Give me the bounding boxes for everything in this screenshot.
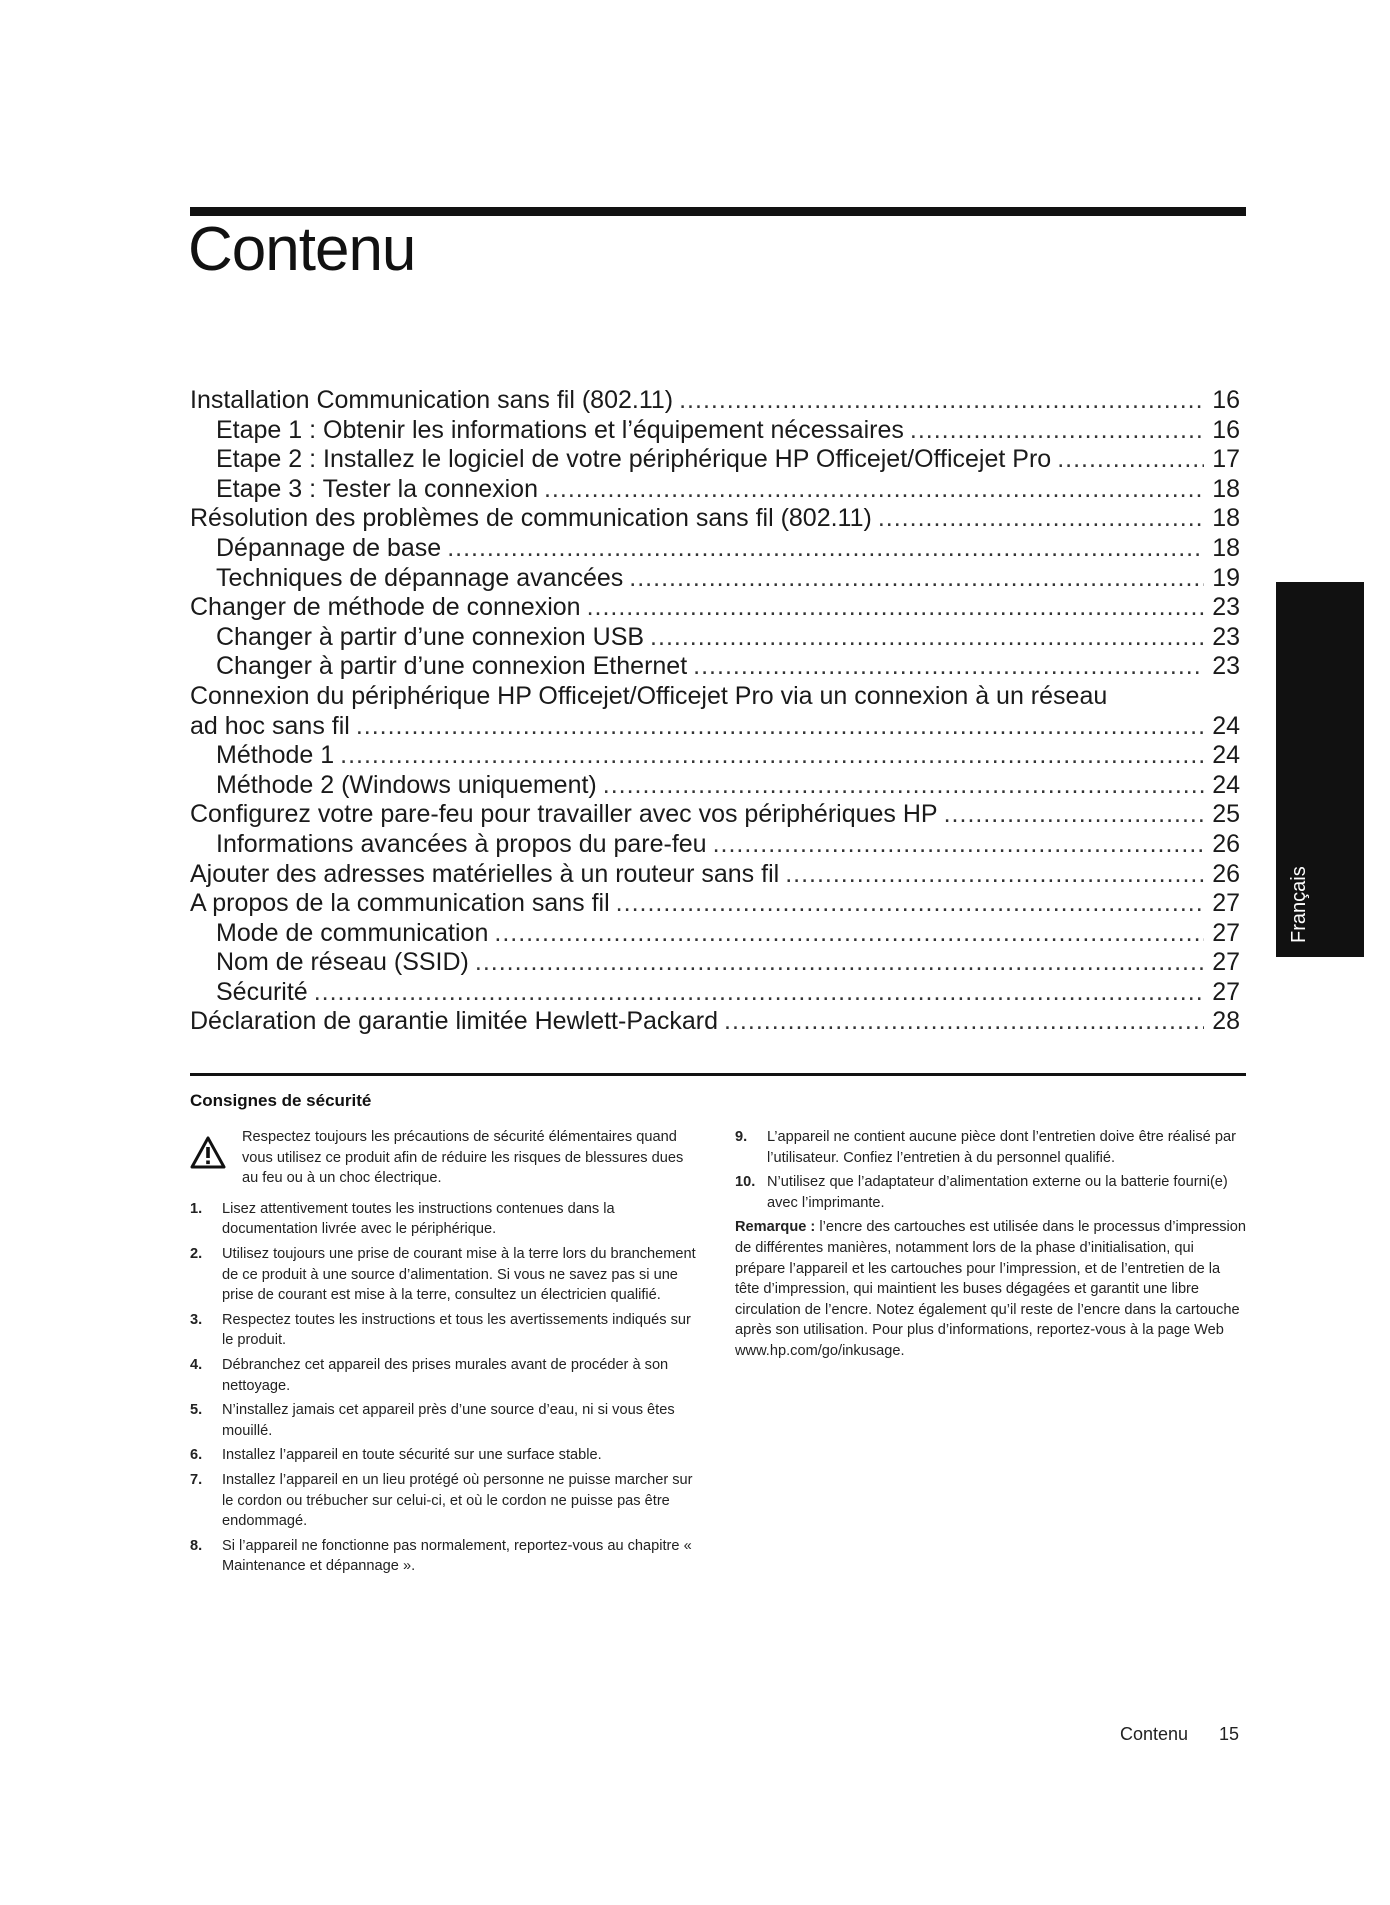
toc-entry-label: Techniques de dépannage avancées: [216, 563, 624, 592]
safety-list-item: [190, 1310, 696, 1351]
list-item-text: Respectez toutes les instructions et tous les avertissements indiqués sur le produit.: [222, 1311, 691, 1349]
toc-entry-page: 24: [1212, 741, 1240, 770]
list-item-text: Si l’appareil ne fonctionne pas normalement, reportez-vous au chapitre « Maintenance et dépannage ».: [222, 1537, 692, 1575]
toc-entry[interactable]: [190, 623, 1240, 653]
toc-entry-label: Installation Communication sans fil (802.11): [190, 386, 674, 414]
toc-leader-dots: [544, 475, 1204, 505]
toc-entry[interactable]: [190, 593, 1240, 623]
toc-entry-page: 18: [1212, 474, 1240, 503]
toc-entry-label: Résolution des problèmes de communication sans fil (802.11): [190, 504, 872, 533]
warning-icon: [190, 1133, 226, 1173]
safety-list-item: [190, 1355, 696, 1396]
toc-entry-label: Etape 2 : Installez le logiciel de votre périphérique HP Officejet/Officejet Pro: [216, 445, 1052, 474]
toc-entry-page: 26: [1212, 859, 1240, 888]
toc-entry-page: 18: [1212, 504, 1240, 533]
list-item-number: 10.: [735, 1174, 756, 1191]
note-text: l’encre des cartouches est utilisée dans le processus d’impression de différentes manières, notamment lors de la phase d’initialisation, qui prépare l’appareil et les cartouches pour l’impression, et de l’entretien de la tête d’impression, qui maintient les buses dégagées et garantit une libre circulation de l’encre. Notez également qu’il reste de l’encre dans la cartouche après son utilisation. Pour plus d’informations, reportez-vous à la page Web www.hp.com/go/inkusage.: [735, 1219, 1247, 1359]
list-item-number: 1.: [190, 1200, 203, 1217]
toc-entry-label: Sécurité: [216, 977, 308, 1006]
list-item-text: Utilisez toujours une prise de courant mise à la terre lors du branchement de ce produit à une source d’alimentation. Si vous ne savez pas si une prise de courant est mise à la terre, consultez un électricien qualifié.: [222, 1245, 696, 1304]
safety-list-item: [190, 1199, 696, 1240]
toc-leader-dots: [629, 564, 1204, 594]
toc-entry-page: 27: [1212, 977, 1240, 1006]
toc-leader-dots: [1057, 445, 1204, 475]
toc-leader-dots: [679, 386, 1204, 416]
page-title: Contenu: [188, 215, 416, 284]
toc-entry[interactable]: [190, 652, 1240, 682]
toc-leader-dots: [944, 800, 1204, 830]
page-number: 15: [1219, 1724, 1240, 1744]
toc-leader-dots: [693, 652, 1204, 682]
list-item-number: 2.: [190, 1245, 203, 1262]
toc-entry[interactable]: [190, 534, 1240, 564]
toc-entry[interactable]: [190, 889, 1240, 919]
safety-list-item: [735, 1127, 1247, 1168]
toc-entry[interactable]: [190, 771, 1240, 801]
toc-entry-label: Déclaration de garantie limitée Hewlett-Packard: [190, 1007, 719, 1036]
toc-entry-label: Méthode 2 (Windows uniquement): [216, 770, 597, 799]
section-divider: [190, 1073, 1246, 1076]
list-item-number: 8.: [190, 1537, 203, 1554]
toc-entry-page: 25: [1212, 800, 1240, 829]
toc-entry-label: Changer à partir d’une connexion USB: [216, 622, 645, 651]
toc-entry[interactable]: [190, 504, 1240, 534]
toc-entry-label: Connexion du périphérique HP Officejet/Officejet Pro via un connexion à un réseau: [190, 681, 1108, 710]
toc-entry-page: 16: [1212, 415, 1240, 444]
toc-entry-label: Nom de réseau (SSID): [216, 948, 469, 977]
toc-entry-page: 17: [1212, 445, 1240, 474]
toc-entry-label: Changer à partir d’une connexion Ethernet: [216, 652, 688, 681]
safety-list-item: [190, 1536, 696, 1577]
toc-leader-dots: [603, 771, 1204, 801]
list-item-text: L’appareil ne contient aucune pièce dont l’entretien doive être réalisé par l’utilisateur. Confiez l’entretien à du personnel qualifié.: [767, 1129, 1236, 1166]
list-item-text: N’utilisez que l’adaptateur d’alimentation externe ou la batterie fourni(e) avec l’imprimante.: [767, 1174, 1228, 1211]
toc-leader-dots: [785, 860, 1204, 890]
toc-entry[interactable]: [190, 948, 1240, 978]
toc-entry-page: 27: [1212, 948, 1240, 977]
toc-leader-dots: [314, 978, 1204, 1008]
toc-leader-dots: [910, 416, 1204, 446]
toc-entry-page: 19: [1212, 563, 1240, 592]
table-of-contents: [190, 386, 1240, 1037]
toc-leader-dots: [475, 948, 1204, 978]
toc-entry-label: Dépannage de base: [216, 533, 442, 562]
list-item-text: N’installez jamais cet appareil près d’une source d’eau, ni si vous êtes mouillé.: [222, 1402, 675, 1439]
toc-entry-label: Etape 3 : Tester la connexion: [216, 474, 538, 503]
toc-entry[interactable]: [190, 386, 1240, 416]
toc-entry-label: Informations avancées à propos du pare-feu: [216, 829, 707, 858]
safety-warning-text: Respectez toujours les précautions de sécurité élémentaires quand vous utilisez ce produit afin de réduire les risques de blessures dues au feu ou à un choc électrique.: [242, 1129, 684, 1187]
toc-entry[interactable]: [190, 1007, 1240, 1037]
toc-leader-dots: [616, 889, 1204, 919]
toc-entry-label: A propos de la communication sans fil: [190, 889, 610, 918]
toc-entry-page: 28: [1212, 1007, 1240, 1036]
list-item-number: 4.: [190, 1356, 203, 1373]
list-item-number: 3.: [190, 1311, 203, 1328]
toc-leader-dots: [587, 593, 1204, 623]
list-item-number: 7.: [190, 1471, 203, 1488]
toc-entry-label: Mode de communication: [216, 918, 489, 947]
toc-entry-page: 24: [1212, 770, 1240, 799]
safety-column-left: [190, 1127, 696, 1581]
toc-leader-dots: [878, 504, 1204, 534]
toc-entry-page: 27: [1212, 918, 1240, 947]
toc-entry-page: 27: [1212, 889, 1240, 918]
toc-leader-dots: [724, 1007, 1204, 1037]
toc-entry-label: ad hoc sans fil: [190, 711, 350, 740]
safety-heading: Consignes de sécurité: [190, 1091, 372, 1110]
toc-entry[interactable]: [190, 741, 1240, 771]
toc-entry-page: 26: [1212, 829, 1240, 858]
toc-leader-dots: [713, 830, 1204, 860]
toc-entry-label: Méthode 1: [216, 741, 335, 770]
toc-entry-label: Changer de méthode de connexion: [190, 593, 581, 622]
toc-entry-page: 23: [1212, 593, 1240, 622]
toc-entry[interactable]: [190, 919, 1240, 949]
toc-entry-label: Etape 1 : Obtenir les informations et l’équipement nécessaires: [216, 415, 904, 444]
list-item-text: Débranchez cet appareil des prises murales avant de procéder à son nettoyage.: [222, 1356, 669, 1394]
toc-entry[interactable]: [190, 800, 1240, 830]
toc-entry-page: 23: [1212, 652, 1240, 681]
toc-leader-dots: [494, 919, 1204, 949]
list-item-text: Installez l’appareil en toute sécurité sur une surface stable.: [222, 1447, 602, 1464]
note-label: Remarque :: [735, 1219, 816, 1236]
ink-note: [735, 1217, 1247, 1361]
language-tab-label: Français: [1288, 866, 1310, 943]
toc-entry-page: 16: [1212, 386, 1240, 414]
safety-list-left: [190, 1199, 696, 1577]
list-item-number: 9.: [735, 1129, 748, 1145]
safety-list-item: [190, 1445, 696, 1466]
list-item-number: 6.: [190, 1447, 203, 1464]
toc-leader-dots: [340, 741, 1204, 771]
toc-entry[interactable]: [190, 682, 1240, 712]
toc-entry-page: 23: [1212, 622, 1240, 651]
safety-list-right: [735, 1127, 1247, 1213]
toc-leader-dots: [650, 623, 1204, 653]
safety-column-right: [735, 1127, 1247, 1362]
safety-list-item: [190, 1400, 696, 1441]
footer-label: Contenu: [1120, 1724, 1189, 1744]
toc-entry[interactable]: [190, 860, 1240, 890]
list-item-number: 5.: [190, 1402, 203, 1419]
toc-entry-label: Configurez votre pare-feu pour travailler avec vos périphériques HP: [190, 800, 938, 829]
safety-list-item: [190, 1470, 696, 1532]
toc-leader-dots: [356, 712, 1204, 742]
toc-leader-dots: [447, 534, 1204, 564]
toc-entry[interactable]: [190, 416, 1240, 446]
toc-entry-page: 24: [1212, 711, 1240, 740]
toc-entry-label: Ajouter des adresses matérielles à un routeur sans fil: [190, 859, 780, 888]
toc-entry[interactable]: [190, 564, 1240, 594]
toc-entry[interactable]: [190, 712, 1240, 742]
toc-entry[interactable]: [190, 830, 1240, 860]
safety-warning: [190, 1127, 696, 1189]
toc-entry[interactable]: [190, 978, 1240, 1008]
toc-entry-page: 18: [1212, 533, 1240, 562]
safety-list-item: [190, 1244, 696, 1306]
toc-entry[interactable]: [190, 445, 1240, 475]
list-item-text: Installez l’appareil en un lieu protégé où personne ne puisse marcher sur le cordon ou trébucher sur celui-ci, et où le cordon ne puisse pas être endommagé.: [222, 1471, 693, 1530]
list-item-text: Lisez attentivement toutes les instructions contenues dans la documentation livrée avec le périphérique.: [222, 1200, 615, 1238]
toc-entry[interactable]: [190, 475, 1240, 505]
safety-list-item: [735, 1172, 1247, 1213]
